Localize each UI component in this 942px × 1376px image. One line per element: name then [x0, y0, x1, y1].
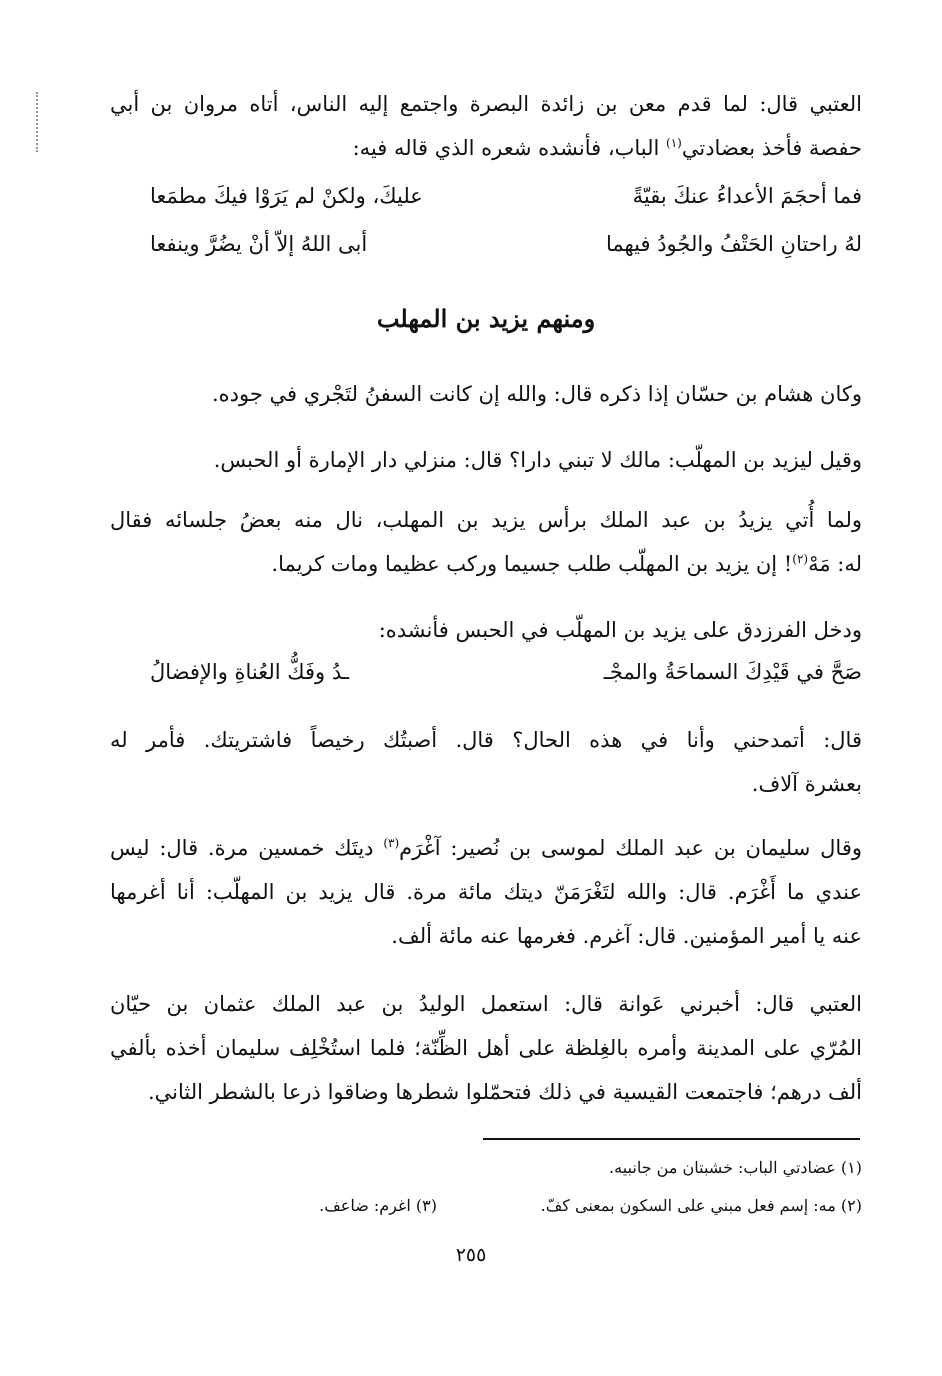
paragraph-6-line-1: قال: أتمدحني وأنا في هذه الحال؟ قال. أصبتُك رخيصاً فاشتريتك. فأمر له — [110, 728, 862, 752]
paragraph-8-line-3: ألف درهم؛ فاجتمعت القيسية في ذلك فتحمّلوا شطرها وضاقوا ذرعا بالشطر الثاني. — [147, 1080, 862, 1104]
paragraph-7 — [110, 826, 862, 958]
paragraph-6-line-2: بعشرة آلاف. — [751, 772, 862, 796]
paragraph-2 — [110, 372, 862, 416]
footnote-1-text: عضادتي الباب: خشبتان من جانبيه. — [609, 1158, 836, 1177]
paragraph-4-line-2 — [110, 542, 862, 586]
paragraph-4-line-1: ولما أُتي يزيدُ بن عبد الملك برأس يزيد بن المهلب، نال منه بعضُ جلسائه فقال — [110, 508, 862, 532]
paragraph-3-line-1: وقيل ليزيد بن المهلّب: مالك لا تبني دارا؟ قال: منزلي دار الإمارة أو الحبس. — [213, 448, 862, 472]
verse-2-line-1 — [150, 660, 862, 684]
paragraph-7-line-2: عندي ما أَغْرَم. قال: والله لتَغْرَمَنّ ديتك مائة مرة. قال يزيد بن المهلّب: أنا أغرمها — [110, 880, 862, 904]
verse-2-hemistich-1: صَحَّ في قَيْدِكَ السماحَةُ والمجْـ — [603, 660, 862, 684]
paragraph-1 — [110, 82, 862, 170]
paragraph-1-line-1: العتبي قال: لما قدم معن بن زائدة البصرة واجتمع إليه الناس، أتاه مروان بن أبي — [110, 92, 862, 116]
paragraph-8-line-2: المُرّي على المدينة وأمره بالغِلظة على أهل الظِّنّة؛ فلما استُخْلِف سليمان أخذه بألفي — [110, 1036, 862, 1060]
paragraph-7-text-b: ديتَك خمسين مرة. قال: ليس — [110, 836, 384, 860]
paragraph-3 — [110, 438, 862, 482]
paragraph-2-line-1: وكان هشام بن حسّان إذا ذكره قال: والله إن كانت السفنُ لتَجْري في جوده. — [211, 382, 862, 406]
paragraph-6 — [110, 718, 862, 806]
footnote-1-number: (١) — [840, 1158, 862, 1177]
footnote-ref-2[interactable]: (٢) — [792, 552, 809, 566]
footnote-3 — [319, 1196, 437, 1215]
paragraph-7-line-1 — [110, 826, 862, 870]
verse-1-line-1 — [150, 184, 862, 208]
paragraph-1-text-b: الباب، فأنشده شعره الذي قاله فيه: — [352, 136, 667, 160]
paragraph-5 — [110, 608, 862, 652]
paragraph-8 — [110, 982, 862, 1114]
page-number: ٢٥٥ — [455, 1244, 487, 1266]
paragraph-1-line-2 — [110, 126, 862, 170]
paragraph-4-text-a: له: مَهْ — [808, 552, 862, 576]
paragraph-5-line-1: ودخل الفرزدق على يزيد بن المهلّب في الحبس فأنشده: — [378, 618, 862, 642]
footnote-1 — [609, 1158, 862, 1177]
verse-2-hemistich-2: ـدُ وفَكُّ العُناةِ والإفضالُ — [150, 660, 350, 684]
paragraph-8-line-1: العتبي قال: أخبرني عَوانة قال: استعمل الوليدُ بن عبد الملك عثمان بن حيّان — [110, 992, 862, 1016]
paragraph-7-line-3: عنه يا أمير المؤمنين. قال: آغرم. فغرمها عنه مائة ألف. — [391, 924, 862, 948]
margin-dots — [36, 92, 38, 152]
section-heading: ومنهم يزيد بن المهلب — [376, 304, 596, 333]
footnote-3-number: (٣) — [415, 1196, 437, 1215]
verse-1-hemistich-2: عليكَ، ولكنْ لم يَرَوْا فيكَ مطمَعا — [150, 184, 423, 208]
paragraph-1-text-a: حفصة فأخذ بعضادتي — [681, 136, 862, 160]
verse-1-line-2 — [150, 232, 862, 256]
paragraph-7-text-a: وقال سليمان بن عبد الملك لموسى بن نُصير: آغْرَم — [399, 836, 862, 860]
verse-1-hemistich-1: فما أحجَمَ الأعداءُ عنكَ بقيّةً — [632, 184, 862, 208]
footnote-3-text: اغرم: ضاعف. — [319, 1196, 411, 1215]
verse-1-hemistich-3: لهُ راحتانِ الحَتْفُ والجُودُ فيهما — [605, 232, 862, 256]
footnote-2-text: مه: إسم فعل مبني على السكون بمعنى كفّ. — [540, 1196, 836, 1215]
footnote-2-number: (٢) — [840, 1196, 862, 1215]
footnote-divider — [483, 1138, 860, 1140]
paragraph-4-text-b: ! إن يزيد بن المهلّب طلب جسيما وركب عظيما ومات كريما. — [271, 552, 793, 576]
footnote-2 — [541, 1196, 862, 1215]
footnote-ref-1[interactable]: (١) — [666, 136, 682, 150]
verse-1-hemistich-4: أبى اللهُ إلاّ أنْ يضُرَّ وينفعا — [150, 232, 368, 256]
footnote-ref-3[interactable]: (٣) — [383, 836, 400, 850]
paragraph-4 — [110, 498, 862, 586]
